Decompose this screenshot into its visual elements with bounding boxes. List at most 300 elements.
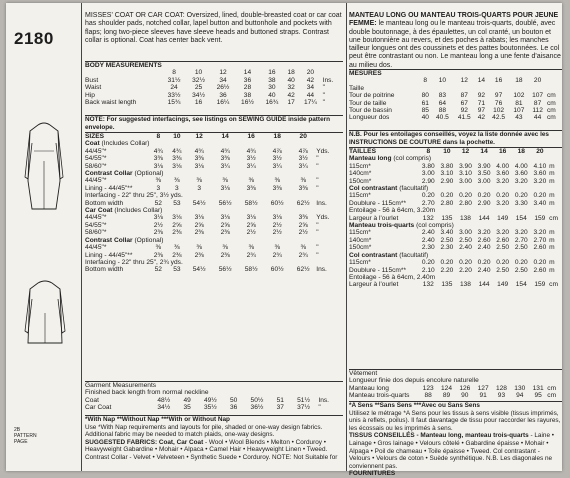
value-cell: 3.20 [496, 177, 510, 185]
value-cell: 4¾ [246, 147, 256, 155]
unit-cell: cm [546, 114, 556, 122]
value-cell: 2¾ [272, 251, 282, 259]
section-subtitle: Longueur finie dos depuis encolure naturelle [349, 377, 479, 385]
fabrics-title: TISSUS CONSEILLÉS - Manteau long, manteau trois-quarts [349, 432, 529, 440]
table-row [85, 163, 343, 170]
value-cell: 154 [515, 214, 527, 222]
value-cell: 51 [276, 396, 284, 404]
unit-cell: cm [546, 99, 556, 107]
pattern-mark-line: PATTERN [14, 433, 37, 439]
value-cell: 132 [422, 281, 434, 289]
value-cell: 97 [477, 107, 486, 115]
value-cell: 76 [494, 99, 503, 107]
table-row [349, 107, 562, 114]
row-label: Coat [85, 396, 99, 404]
row-label: Tour de poitrine [349, 92, 395, 100]
value-cell: 3¼ [298, 162, 308, 170]
row-label: 115cm* [349, 162, 371, 170]
coat-back-view-illustration [24, 121, 64, 213]
value-cell: 4.10 [533, 162, 547, 170]
value-cell: 2.40 [421, 236, 435, 244]
value-cell: ⅜ [248, 244, 254, 252]
value-cell: 2.90 [440, 177, 454, 185]
row-label: 44/45"* [85, 244, 107, 252]
section-title: Col contrastant [349, 185, 398, 193]
value-cell: 3.10 [459, 170, 472, 178]
value-cell: ⅜ [274, 244, 280, 252]
unit-cell: m [549, 162, 555, 170]
value-cell: 56½ [218, 199, 232, 207]
value-cell: 85 [421, 107, 429, 115]
fabrics-text: - Wool • Wool Blends • Melton • Corduroy • Heavyweight Gabardine • Mohair • Alpaca • Camel Hair • Heavyweight Linen • Tweed. Contrast Collar - Velvet • Velveteen • Synthetic Suede • Corduroy. NOTE: Not Suitable for [85, 438, 338, 461]
value-cell: 2.40 [477, 244, 491, 252]
value-cell: ⅜ [222, 177, 228, 185]
size-cell: 20 [299, 133, 307, 140]
value-cell: 159 [534, 281, 546, 289]
row-label: Largeur à l'ourlet [349, 214, 399, 222]
value-cell: ⅜ [174, 244, 180, 252]
value-cell: 35½ [203, 404, 217, 412]
value-cell: 2.70 [533, 236, 547, 244]
table-row [85, 99, 343, 106]
section-header [349, 155, 562, 162]
size-cell: 14 [480, 148, 488, 155]
value-cell: 3⅛ [220, 214, 230, 222]
value-cell: 2⅜ [172, 229, 182, 237]
row-label: Hip [85, 91, 95, 99]
section-title: Manteau long [349, 155, 392, 163]
section-note: (facultatif) [399, 251, 429, 259]
unit-cell [547, 85, 562, 92]
value-cell: 32 [287, 84, 295, 92]
value-cell: 25 [194, 84, 203, 92]
value-cell: 0.20 [477, 259, 491, 267]
size-cell: 8 [426, 148, 431, 155]
unit-cell: m [549, 170, 555, 178]
value-cell: 2¾ [246, 251, 256, 259]
row-label: Back waist length [85, 99, 137, 107]
size-cell: 18 [287, 69, 295, 77]
value-cell: 107 [513, 107, 525, 115]
section-title: MESURES [349, 70, 382, 77]
value-cell: 90 [461, 392, 469, 400]
row-label: Car Coat [85, 404, 112, 412]
value-cell: 2½ [153, 221, 163, 229]
value-cell: 3⅛ [153, 214, 163, 222]
value-cell [510, 85, 529, 92]
size-cell: 16 [499, 148, 507, 155]
row-label: 54/55"* [85, 221, 107, 229]
value-cell: 62½ [296, 199, 310, 207]
section-header [85, 140, 343, 147]
interfacing-line: Interfacing - 22" thru 25", 2¾ yds. [85, 258, 183, 266]
section-note: (col compris) [416, 222, 454, 230]
size-cell: 12 [195, 133, 203, 140]
table-row [349, 229, 562, 236]
row-label: Tour de taille [349, 99, 387, 107]
unit-cell: Ins. [316, 266, 327, 274]
value-cell: 2⅜ [220, 251, 230, 259]
value-cell: 3.20 [514, 229, 528, 237]
value-cell: 31½ [167, 76, 181, 84]
value-cell: 61 [421, 99, 429, 107]
section-header [85, 170, 343, 177]
pattern-mark-line: PAGE [14, 439, 28, 445]
section-header-row [85, 207, 343, 214]
table-row [349, 163, 562, 170]
description: MISSES' COAT OR CAR COAT: Oversized, lined, double-breasted coat or car coat has shoulder pads, notched collar, lapel button and buttonhole and pockets with flaps; long two-piece sleeves have sleeve heads and buttoned straps. Contrast collar is optional. Coat has center back vent. [85, 12, 342, 44]
value-cell: 3.20 [533, 177, 547, 185]
unit-cell: cm [547, 392, 557, 400]
value-cell: 2.40 [459, 244, 472, 252]
value-cell: ⅜ [196, 177, 202, 185]
size-cell: 16 [494, 77, 503, 85]
value-cell: 159 [534, 214, 546, 222]
table-row [85, 244, 343, 251]
value-cell: ⅜ [222, 244, 228, 252]
value-cell: ⅜ [196, 244, 202, 252]
row-label: 44/45"* [85, 147, 107, 155]
value-cell [419, 85, 431, 92]
value-cell: 88 [424, 392, 432, 400]
unit-cell: cm [546, 107, 556, 115]
section-header-row [349, 185, 562, 192]
unit-cell: m [549, 266, 555, 274]
size-cell: 8 [423, 77, 428, 85]
value-cell: 3.40 [533, 199, 547, 207]
unit-cell: Yds. [316, 147, 330, 155]
value-cell: 3.00 [477, 177, 491, 185]
section-header-row [349, 252, 562, 259]
section-header-row [85, 237, 343, 244]
car-coat-back-view-illustration [24, 279, 66, 349]
row-label: 44/45"* [85, 177, 107, 185]
value-cell: 3¼ [246, 162, 256, 170]
value-cell: 28 [243, 84, 252, 92]
value-cell: 3.20 [496, 229, 510, 237]
value-cell: 3.40 [440, 229, 454, 237]
value-cell: 58½ [244, 199, 258, 207]
section-note: (facultatif) [399, 185, 429, 193]
row-label: 54/55"* [85, 155, 107, 163]
value-cell: 3⅜ [246, 184, 256, 192]
size-cell: 8 [156, 133, 161, 140]
size-cell: 20 [533, 77, 542, 85]
value-cell: 3¼ [220, 162, 230, 170]
unit-cell: " [316, 155, 319, 163]
value-cell: 50 [230, 396, 238, 404]
value-cell: 44 [306, 91, 315, 99]
value-cell: 2⅝ [298, 221, 308, 229]
value-cell: 2.60 [496, 236, 510, 244]
value-cell: 60½ [270, 199, 284, 207]
value-cell: 3⅛ [172, 162, 182, 170]
value-cell: 62½ [296, 266, 310, 274]
value-cell: 36 [230, 404, 238, 412]
yardage-table [85, 132, 343, 274]
value-cell: 16 [194, 99, 203, 107]
value-cell: 2.50 [440, 236, 454, 244]
section-title: Contrast Collar [85, 170, 133, 178]
table-row [349, 100, 562, 107]
section-title: Vêtement [349, 370, 378, 377]
section-header [349, 185, 562, 192]
size-cell: 12 [460, 77, 468, 85]
row-label: Doublure - 115cm** [349, 266, 407, 274]
interfacing-note: NOTE: For suggested interfacings, see listings on SEWING GUIDE inside pattern envelope. [85, 115, 343, 131]
table-row [349, 192, 562, 199]
row-label: 150cm* [349, 177, 372, 185]
bottom-width-row [349, 215, 562, 222]
value-cell: 2½ [298, 229, 308, 237]
french-interfacing-note: N.B. Pour les entoilages conseillés, voyez la liste donnée avec les INSTRUCTIONS DE COUTURE dans la pochette. [349, 130, 562, 146]
value-cell: 15¾ [167, 99, 181, 107]
nap-section [85, 415, 343, 462]
tailles-label: TAILLES [349, 148, 376, 155]
table-row [85, 192, 343, 199]
value-cell: 107 [532, 92, 544, 100]
value-cell: 3⅛ [194, 162, 204, 170]
value-cell: 2⅝ [246, 221, 256, 229]
value-cell: 2.30 [440, 244, 454, 252]
value-cell: 130 [514, 384, 526, 392]
value-cell: 60½ [270, 266, 284, 274]
table-row [85, 92, 343, 99]
value-cell: 80 [421, 92, 429, 100]
row-label: 44/45"* [85, 214, 107, 222]
value-cell: 50½ [250, 396, 264, 404]
unit-cell: " [316, 184, 319, 192]
row-label: 115cm* [349, 192, 371, 200]
table-row [349, 392, 562, 399]
section-title: Coat [85, 140, 100, 148]
row-label: Longueur dos [349, 114, 390, 122]
unit-cell: cm [547, 384, 557, 392]
row-label: 140cm* [349, 170, 372, 178]
value-cell: 24 [170, 84, 178, 92]
value-cell: 4¾ [153, 147, 163, 155]
row-label: Bottom width [85, 266, 124, 274]
value-cell: 144 [478, 281, 490, 289]
value-cell: 34 [306, 84, 315, 92]
value-cell: 2.90 [421, 177, 435, 185]
value-cell: 40 [287, 76, 295, 84]
value-cell [528, 85, 547, 92]
value-cell: 135 [441, 214, 453, 222]
section-header-row [85, 140, 343, 147]
value-cell: 0.20 [533, 259, 547, 267]
value-cell: 2.30 [421, 244, 435, 252]
value-cell: 17¼ [303, 99, 317, 107]
unit-cell: " [316, 162, 319, 170]
value-cell: 4⅞ [272, 147, 282, 155]
unit-cell: " [316, 251, 319, 259]
row-label: Waist [85, 84, 102, 92]
body-measurements [85, 61, 343, 106]
french-column [346, 3, 562, 478]
value-cell: 3.20 [514, 177, 528, 185]
value-cell: 0.20 [459, 259, 472, 267]
fabrics-text: - Laine • Lainage • Gros lainage • Velours côtelé • Gabardine épaisse • Mohair • Alpaga • Poil de chameau • Toile épaisse • Tweed. Col contrastant - Velours • Velours de coton • Suède synthétique. N.B. Les diagonales ne conviennent pas. [349, 432, 555, 470]
bottom-width-row [85, 266, 343, 273]
row-label: Doublure - 115cm** [349, 199, 407, 207]
unit-cell: m [549, 229, 555, 237]
section-note: (Optional) [134, 170, 164, 178]
value-cell: 3.60 [533, 170, 547, 178]
table-row [349, 178, 562, 185]
size-cell: 14 [221, 133, 229, 140]
value-cell: 54½ [192, 266, 206, 274]
value-cell: ⅜ [300, 244, 306, 252]
value-cell: 2.50 [496, 244, 510, 252]
value-cell: ⅜ [155, 177, 162, 185]
value-cell: 67 [460, 99, 468, 107]
value-cell: 52 [154, 199, 162, 207]
section-note: (col compris) [393, 155, 432, 163]
value-cell: 2.60 [533, 266, 547, 274]
value-cell: 4¾ [194, 147, 204, 155]
value-cell: 3.20 [477, 229, 491, 237]
table-row [349, 244, 562, 251]
table-row [85, 177, 343, 184]
value-cell: 3⅜ [298, 214, 308, 222]
unit-cell: m [549, 192, 555, 200]
value-cell: 4¾ [172, 147, 182, 155]
value-cell: ⅜ [300, 177, 306, 185]
value-cell: 3.90 [477, 162, 491, 170]
section-note: (Includes Collar) [114, 207, 163, 215]
value-cell: 16½ [241, 99, 254, 107]
table-row [349, 237, 562, 244]
size-cell: 18 [517, 148, 525, 155]
left-column [6, 3, 82, 471]
value-cell: 53 [173, 199, 181, 207]
value-cell: 3½ [246, 155, 256, 163]
unit-cell: cm [546, 92, 556, 100]
row-label: Lining - 44/45"** [85, 184, 133, 192]
english-column [81, 3, 347, 471]
unit-cell: m [549, 177, 555, 185]
table-row [349, 170, 562, 177]
value-cell: 3⅜ [172, 155, 182, 163]
unit-cell: Ins. [318, 396, 330, 404]
size-cell: 10 [173, 133, 181, 140]
value-cell: 102 [513, 92, 525, 100]
value-cell: ⅜ [248, 177, 254, 185]
section-title: Garment Measurements [85, 382, 157, 389]
value-cell: 3.50 [477, 170, 491, 178]
row-label: 115cm* [349, 229, 371, 237]
unit-cell: " [322, 91, 325, 99]
value-cell: 2⅜ [153, 251, 163, 259]
value-cell: 38 [268, 76, 276, 84]
value-cell: 92 [477, 92, 486, 100]
value-cell: 2⅝ [220, 221, 230, 229]
pattern-number: 2180 [14, 29, 54, 48]
value-cell: 58½ [244, 266, 258, 274]
value-cell: 0.20 [459, 192, 472, 200]
value-cell: 102 [493, 107, 505, 115]
value-cell: 3.60 [514, 170, 528, 178]
section-header [85, 237, 343, 244]
interfacing-line: Entoilage - 56 à 64cm, 3.20m [349, 207, 436, 215]
fabrics-title: SUGGESTED FABRICS: Coat, Car Coat [85, 438, 204, 446]
value-cell: 3 [197, 184, 201, 192]
section-note: (Includes Collar) [101, 140, 150, 148]
value-cell: 40 [268, 91, 276, 99]
section-subtitle: Finished back length from normal neckline [85, 389, 209, 397]
value-cell: 2⅜ [194, 229, 204, 237]
section-title: Car Coat [85, 207, 113, 215]
value-cell: 2½ [272, 221, 282, 229]
value-cell: 0.20 [421, 259, 435, 267]
size-cell: 14 [477, 77, 486, 85]
value-cell: 2.70 [514, 236, 528, 244]
section-title: Contrast Collar [85, 236, 133, 244]
section-header [349, 222, 562, 229]
value-cell: 3⅜ [153, 155, 163, 163]
table-row [349, 207, 562, 214]
value-cell: 16¾ [265, 99, 279, 107]
value-cell: 42 [287, 91, 295, 99]
value-cell: 2.70 [421, 199, 435, 207]
table-row [85, 214, 343, 221]
value-cell: 2½ [272, 229, 282, 237]
value-cell: 40 [421, 114, 429, 122]
unit-cell: " [322, 99, 325, 107]
value-cell: 124 [440, 384, 452, 392]
unit-cell: Ins. [322, 76, 334, 84]
size-cell: 20 [306, 69, 315, 77]
value-cell: 2⅝ [172, 221, 182, 229]
value-cell: 0.20 [477, 192, 491, 200]
section-title: Manteau trois-quarts [349, 222, 415, 230]
value-cell: 4¾ [220, 147, 230, 155]
row-label: Tour de bassin [349, 107, 392, 115]
value-cell: 2⅜ [172, 251, 182, 259]
value-cell: 48½ [157, 396, 171, 404]
lining-row [349, 267, 562, 274]
value-cell [475, 85, 487, 92]
mesures-table [349, 69, 562, 122]
value-cell: 3⅛ [220, 184, 230, 192]
row-label: Lining - 44/45"** [85, 251, 133, 259]
table-row [349, 92, 562, 99]
table-row [349, 385, 562, 392]
size-cell: 10 [443, 148, 451, 155]
value-cell: 2.40 [477, 266, 491, 274]
unit-cell: m [549, 199, 555, 207]
value-cell: 3.00 [459, 177, 472, 185]
value-cell: 2⅜ [153, 229, 163, 237]
row-label: 58/60"* [85, 229, 107, 237]
value-cell: 92 [460, 107, 468, 115]
value-cell: 38 [243, 91, 252, 99]
french-yardage-table [349, 147, 562, 289]
value-cell: 3⅛ [272, 214, 282, 222]
value-cell: 2.80 [440, 199, 454, 207]
french-description [349, 12, 562, 70]
lining-row [85, 252, 343, 259]
value-cell: 2.60 [477, 236, 491, 244]
value-cell: 3 [156, 184, 161, 192]
value-cell [488, 85, 510, 92]
value-cell: 16¼ [216, 99, 230, 107]
value-cell: 131 [532, 384, 544, 392]
value-cell: 36½ [250, 404, 264, 412]
pattern-mark [14, 427, 37, 445]
value-cell: 32½ [192, 76, 205, 84]
